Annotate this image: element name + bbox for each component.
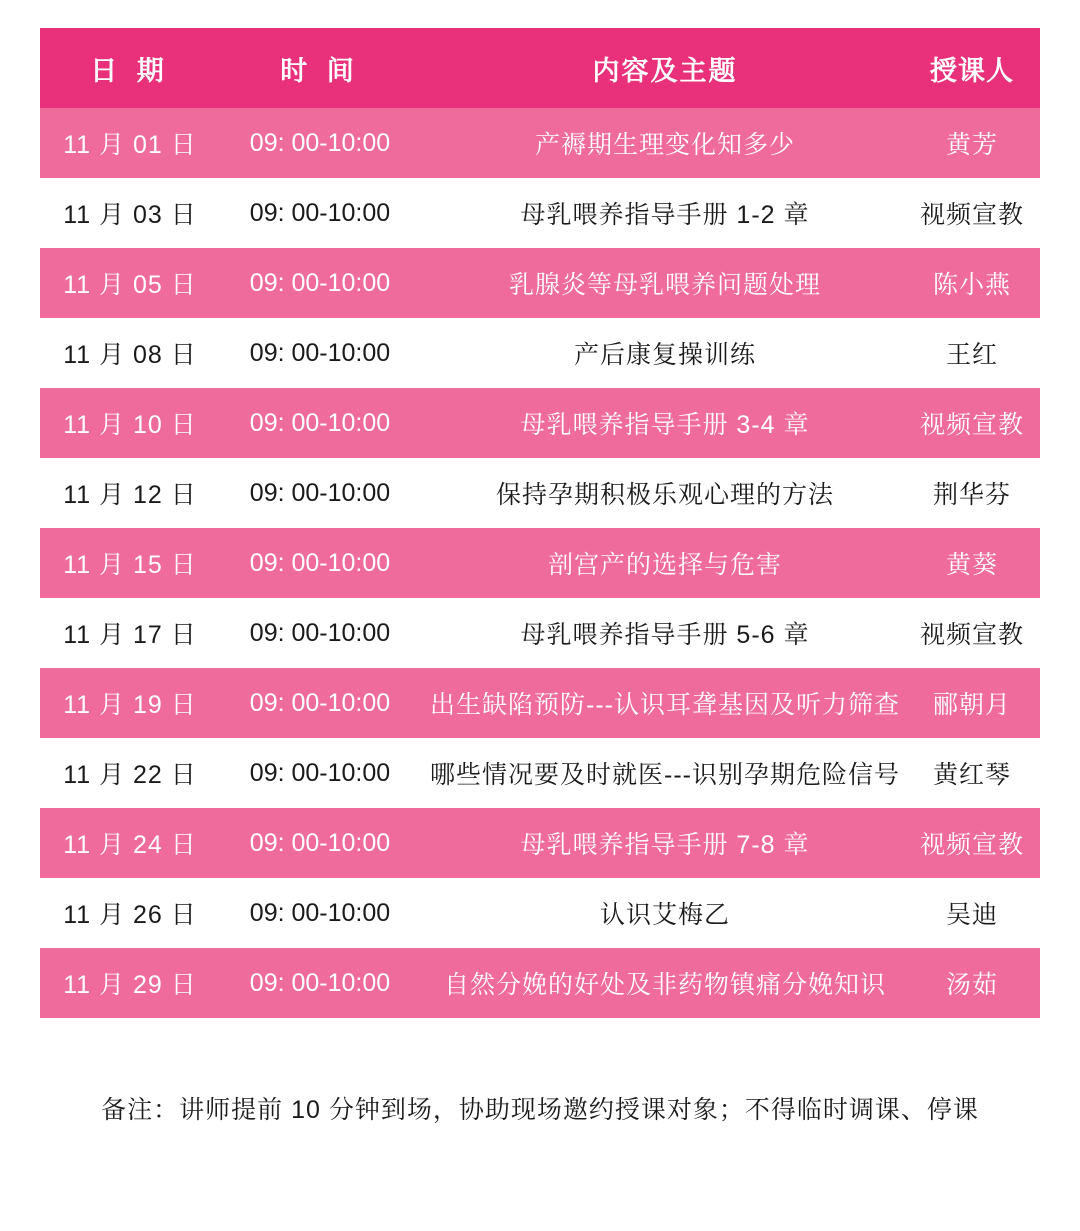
cell-time: 09: 00-10:00 <box>220 318 420 388</box>
course-schedule-table <box>40 28 1040 1018</box>
cell-topic: 产后康复操训练 <box>420 318 910 388</box>
cell-time: 09: 00-10:00 <box>220 668 420 738</box>
table-row <box>40 528 1040 598</box>
cell-host: 视频宣教 <box>910 178 1040 248</box>
cell-host: 视频宣教 <box>910 388 1040 458</box>
cell-topic: 出生缺陷预防---认识耳聋基因及听力筛查 <box>420 668 910 738</box>
table-row <box>40 248 1040 318</box>
cell-topic: 自然分娩的好处及非药物镇痛分娩知识 <box>420 948 910 1018</box>
table-row <box>40 668 1040 738</box>
cell-topic: 母乳喂养指导手册 5-6 章 <box>420 598 910 668</box>
table-body <box>40 108 1040 1018</box>
cell-date: 11 月 01 日 <box>40 108 220 178</box>
cell-time: 09: 00-10:00 <box>220 108 420 178</box>
cell-date: 11 月 05 日 <box>40 248 220 318</box>
column-header-time: 时 间 <box>220 28 420 108</box>
cell-time: 09: 00-10:00 <box>220 878 420 948</box>
table-row <box>40 808 1040 878</box>
cell-host: 荆华芬 <box>910 458 1040 528</box>
table-header <box>40 28 1040 108</box>
cell-topic: 认识艾梅乙 <box>420 878 910 948</box>
cell-date: 11 月 22 日 <box>40 738 220 808</box>
cell-time: 09: 00-10:00 <box>220 528 420 598</box>
cell-date: 11 月 24 日 <box>40 808 220 878</box>
cell-topic: 乳腺炎等母乳喂养问题处理 <box>420 248 910 318</box>
cell-topic: 剖宫产的选择与危害 <box>420 528 910 598</box>
cell-host: 郦朝月 <box>910 668 1040 738</box>
table-row <box>40 598 1040 668</box>
cell-time: 09: 00-10:00 <box>220 388 420 458</box>
cell-topic: 哪些情况要及时就医---识别孕期危险信号 <box>420 738 910 808</box>
table-row <box>40 738 1040 808</box>
cell-topic: 母乳喂养指导手册 7-8 章 <box>420 808 910 878</box>
cell-date: 11 月 17 日 <box>40 598 220 668</box>
table-header-row <box>40 28 1040 108</box>
cell-date: 11 月 12 日 <box>40 458 220 528</box>
cell-date: 11 月 08 日 <box>40 318 220 388</box>
cell-time: 09: 00-10:00 <box>220 738 420 808</box>
cell-time: 09: 00-10:00 <box>220 598 420 668</box>
cell-time: 09: 00-10:00 <box>220 458 420 528</box>
table-row <box>40 318 1040 388</box>
cell-host: 黄芳 <box>910 108 1040 178</box>
cell-topic: 母乳喂养指导手册 3-4 章 <box>420 388 910 458</box>
cell-topic: 保持孕期积极乐观心理的方法 <box>420 458 910 528</box>
cell-time: 09: 00-10:00 <box>220 248 420 318</box>
table-row <box>40 388 1040 458</box>
table-row <box>40 948 1040 1018</box>
cell-host: 黄葵 <box>910 528 1040 598</box>
cell-topic: 母乳喂养指导手册 1-2 章 <box>420 178 910 248</box>
cell-host: 吴迪 <box>910 878 1040 948</box>
table-row <box>40 458 1040 528</box>
table-row <box>40 878 1040 948</box>
column-header-date: 日 期 <box>40 28 220 108</box>
column-header-topic: 内容及主题 <box>420 28 910 108</box>
cell-date: 11 月 03 日 <box>40 178 220 248</box>
cell-host: 视频宣教 <box>910 598 1040 668</box>
cell-host: 视频宣教 <box>910 808 1040 878</box>
cell-host: 汤茹 <box>910 948 1040 1018</box>
table-row <box>40 108 1040 178</box>
column-header-host: 授课人 <box>910 28 1040 108</box>
cell-time: 09: 00-10:00 <box>220 948 420 1018</box>
cell-topic: 产褥期生理变化知多少 <box>420 108 910 178</box>
cell-host: 王红 <box>910 318 1040 388</box>
cell-date: 11 月 15 日 <box>40 528 220 598</box>
footnote-text: 备注：讲师提前 10 分钟到场，协助现场邀约授课对象；不得临时调课、停课 <box>101 1096 979 1124</box>
cell-date: 11 月 19 日 <box>40 668 220 738</box>
cell-time: 09: 00-10:00 <box>220 808 420 878</box>
cell-host: 黄红琴 <box>910 738 1040 808</box>
table-row <box>40 178 1040 248</box>
cell-host: 陈小燕 <box>910 248 1040 318</box>
cell-date: 11 月 26 日 <box>40 878 220 948</box>
cell-date: 11 月 10 日 <box>40 388 220 458</box>
cell-date: 11 月 29 日 <box>40 948 220 1018</box>
cell-time: 09: 00-10:00 <box>220 178 420 248</box>
